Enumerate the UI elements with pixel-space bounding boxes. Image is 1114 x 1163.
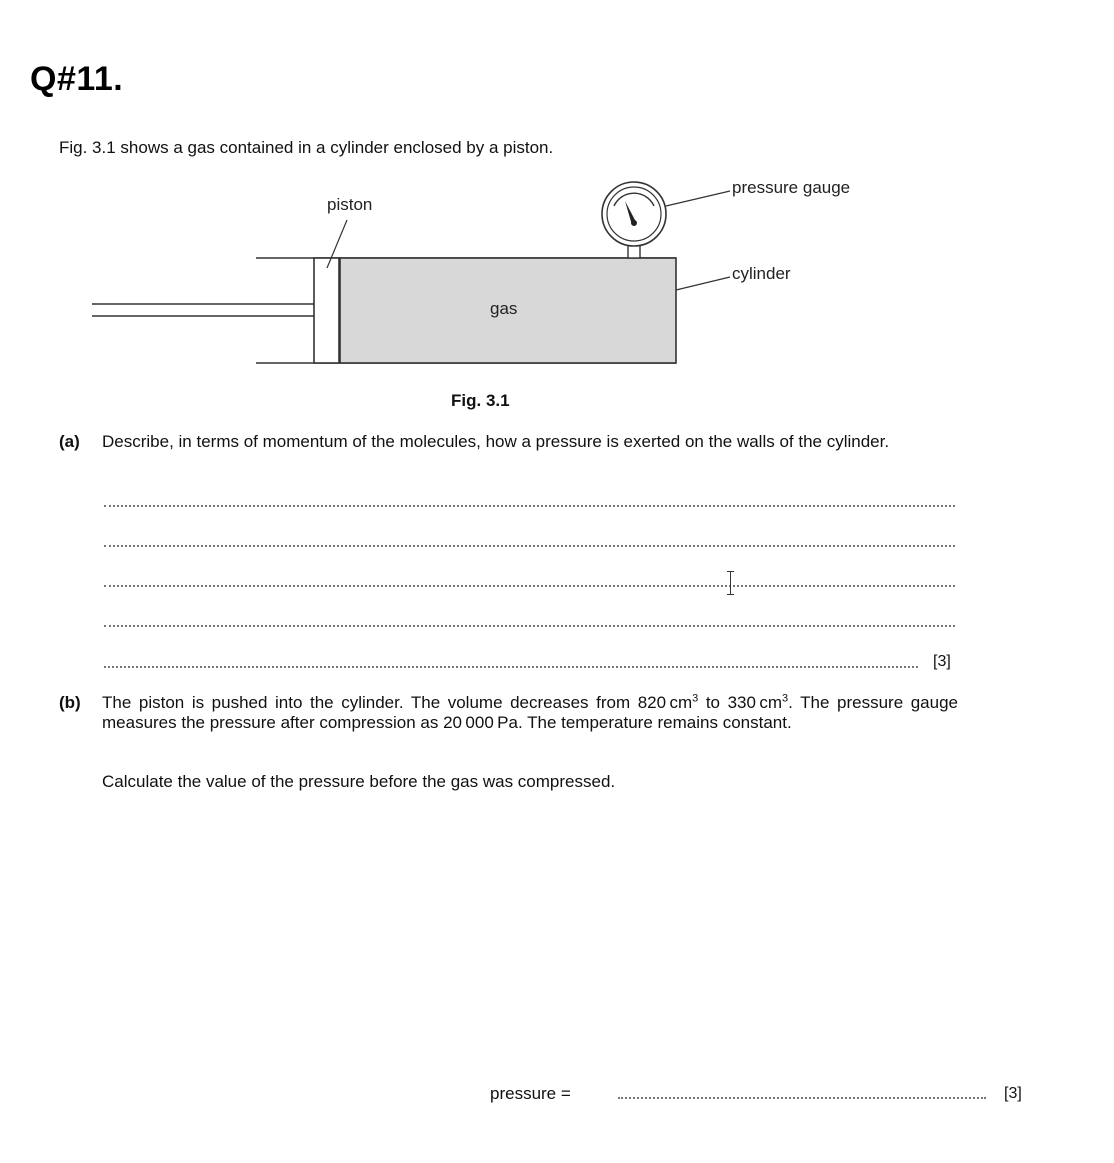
pressure-answer-line[interactable] — [618, 1097, 986, 1099]
answer-line-a3[interactable] — [104, 585, 955, 587]
text-cursor — [730, 571, 731, 595]
part-b-question — [102, 693, 958, 733]
answer-line-a2[interactable] — [104, 545, 955, 547]
answer-line-a1[interactable] — [104, 505, 955, 507]
part-b-sup-2: 3 — [782, 692, 789, 705]
part-a-question: Describe, in terms of momentum of the molecules, how a pressure is exerted on the walls of the cylinder. — [102, 432, 890, 451]
part-b-marks: [3] — [1004, 1085, 1022, 1102]
pressure-answer-label: pressure = — [490, 1084, 571, 1103]
part-b-text-1: The piston is pushed into the cylinder. The volume decreases from 820 cm — [102, 693, 693, 712]
part-a-letter: (a) — [59, 432, 80, 451]
cylinder-piston-diagram — [0, 0, 1114, 400]
cylinder-label: cylinder — [732, 264, 791, 283]
question-number: Q#11. — [30, 60, 124, 98]
piston-head — [314, 258, 339, 363]
piston-label: piston — [327, 195, 373, 214]
part-b-sup-1: 3 — [692, 692, 699, 705]
gas-label: gas — [490, 299, 518, 318]
answer-line-a5[interactable] — [104, 666, 918, 668]
figure-caption: Fig. 3.1 — [451, 391, 510, 410]
part-b-instruction: Calculate the value of the pressure before the gas was compressed. — [102, 772, 616, 791]
pressure-gauge-label: pressure gauge — [732, 178, 851, 197]
answer-line-a4[interactable] — [104, 625, 955, 627]
gauge-dial-outer — [602, 182, 666, 246]
part-a-marks: [3] — [933, 653, 951, 670]
part-b-text-2: to 330 cm — [698, 693, 783, 712]
gauge-leader-line — [666, 191, 730, 206]
gauge-pivot — [631, 220, 637, 226]
part-b-letter: (b) — [59, 693, 81, 712]
question-intro: Fig. 3.1 shows a gas contained in a cylinder enclosed by a piston. — [59, 138, 554, 157]
part-b-text-3: . The pressure gauge measures the pressure after compression as 20 000 Pa. The temperature remains constant. — [102, 693, 958, 732]
cylinder-leader-line — [676, 277, 730, 290]
